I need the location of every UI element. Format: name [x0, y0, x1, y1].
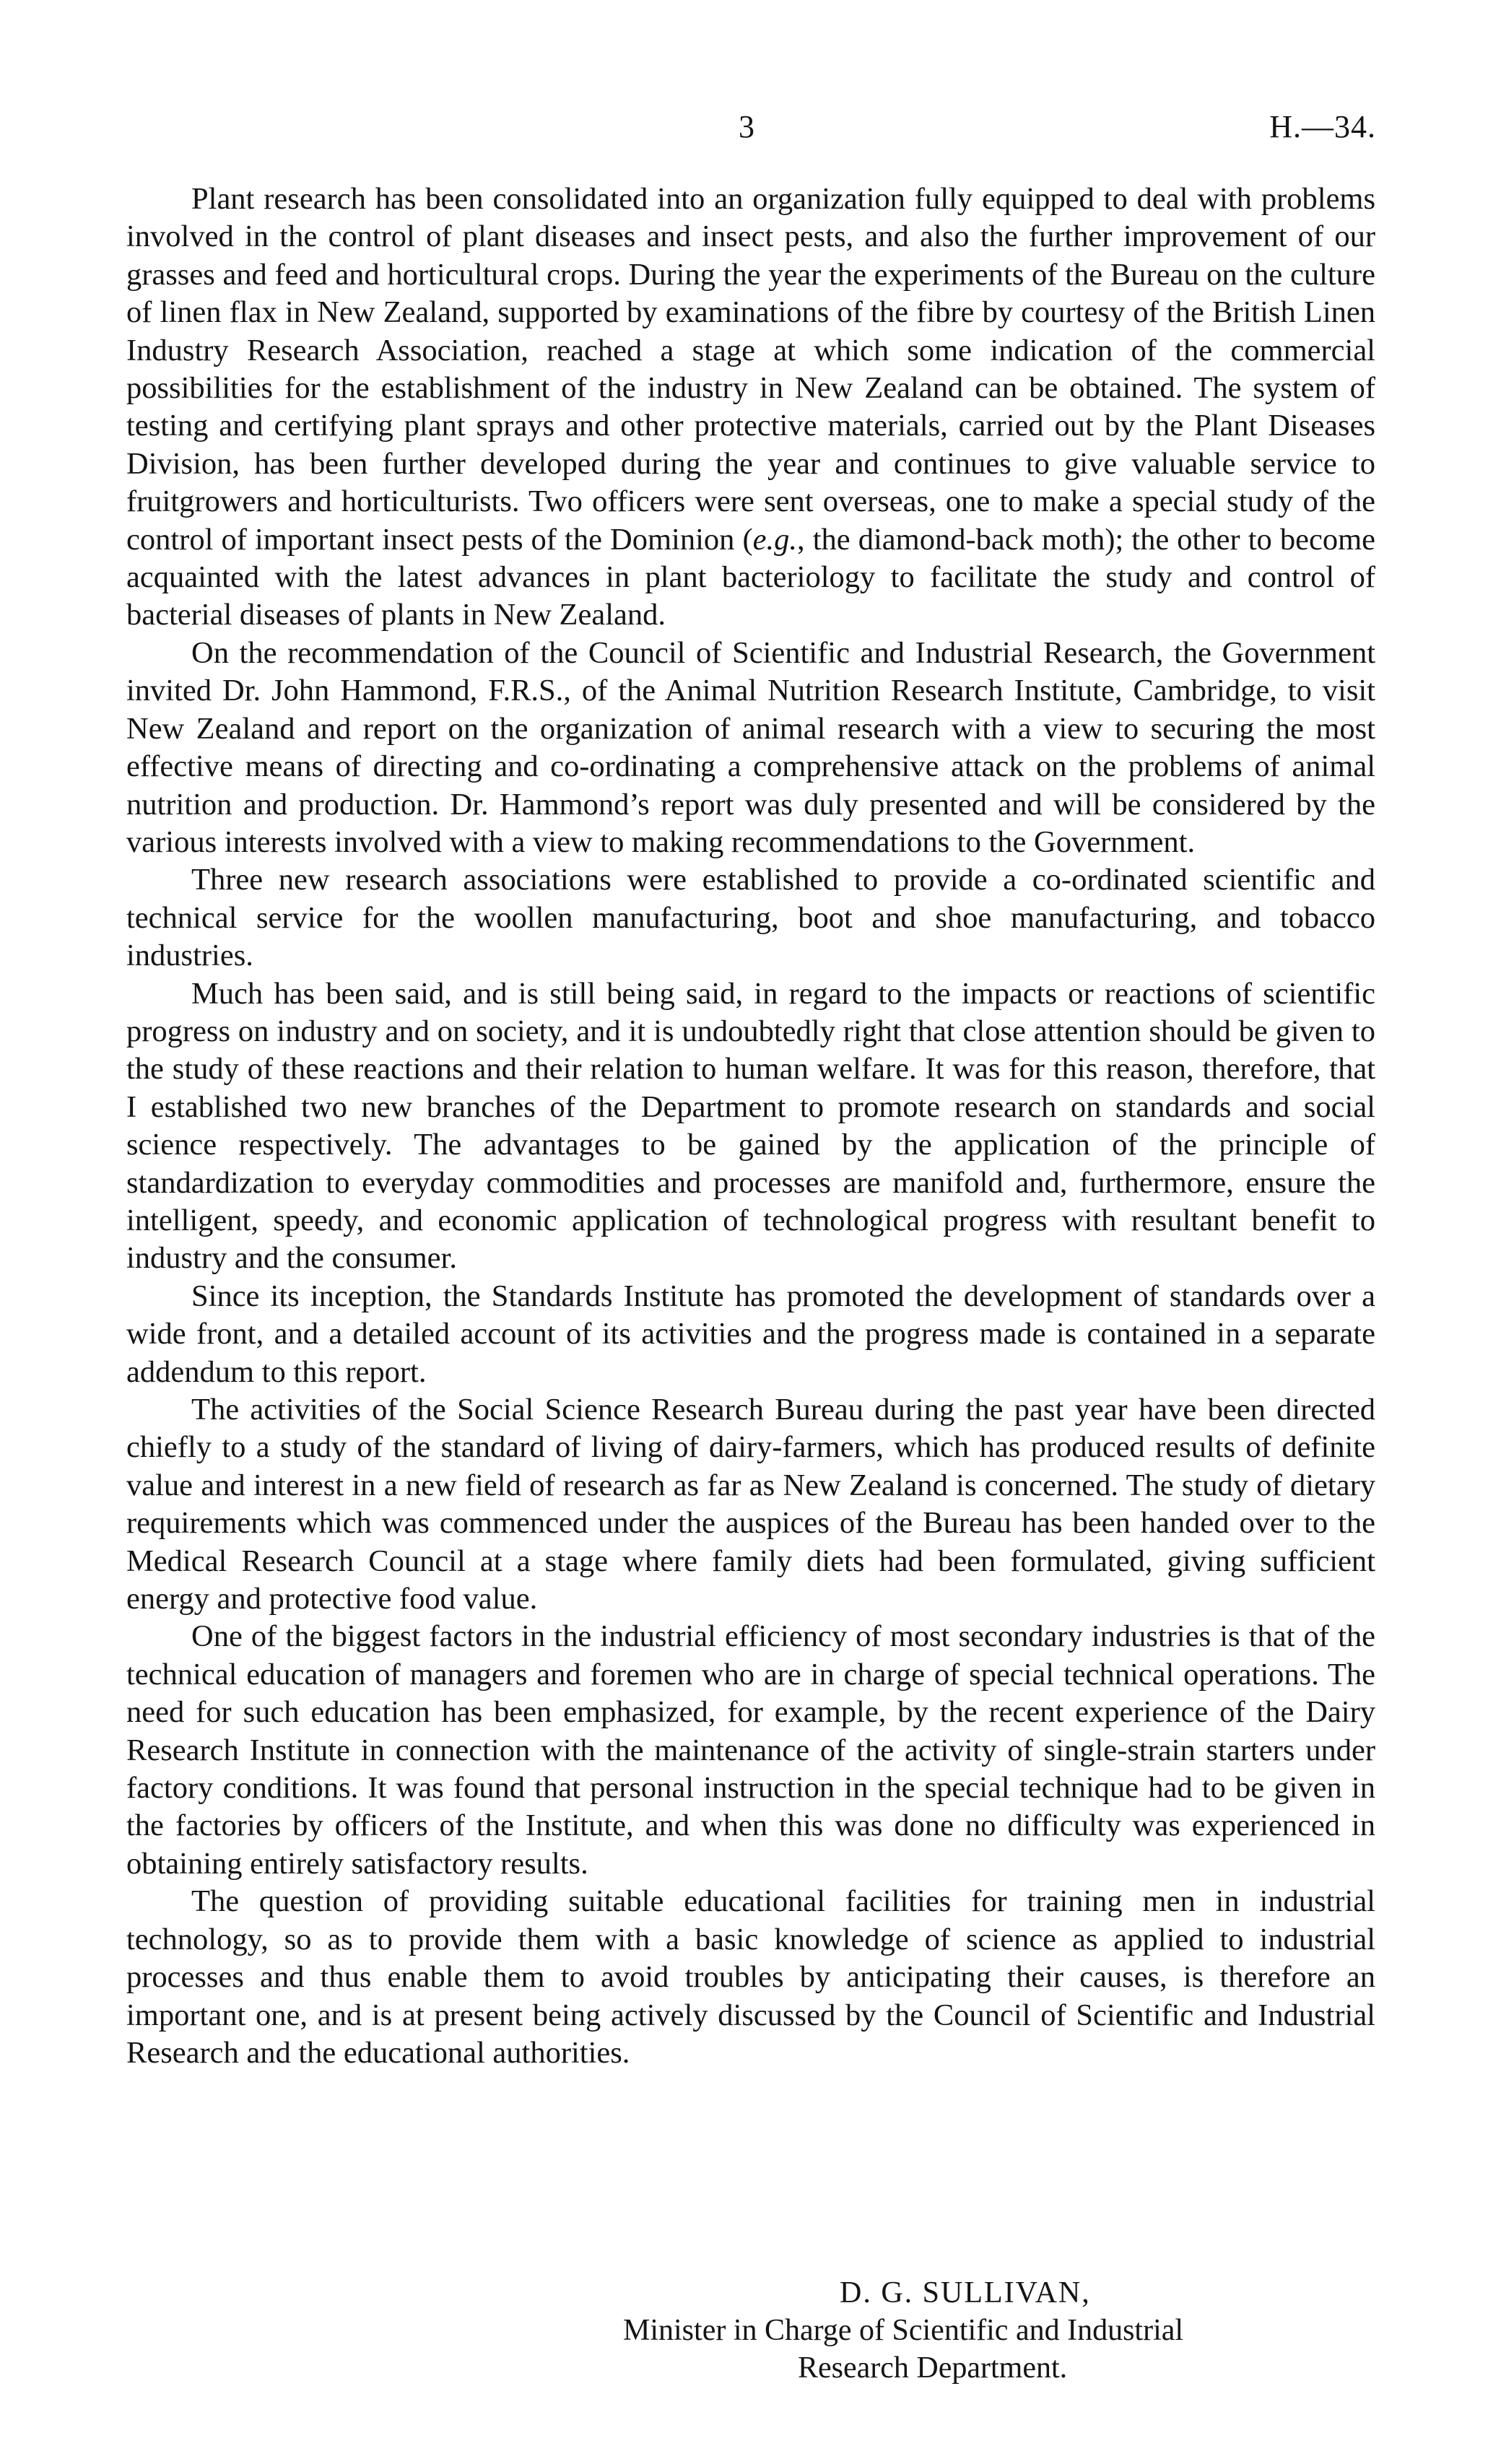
paragraph-animal-research: On the recommendation of the Council of Scientific and Industrial Research, the Government invited Dr. John Hammond, F.R.S., of the Animal Nutrition Research Institute, Cambridge, to visit New Zealand and report on the organization of animal research with a view to securing the most effective means of directing and co-ordinating a comprehensive attack on the problems of animal nutrition and production. Dr. Hammond’s report was duly presented and will be considered by the various interests involved with a view to making recommendations to the Government. [126, 635, 1375, 859]
paragraph-research-associations: Three new research associations were established to provide a co-ordinated scientific and technical service for the woollen manufacturing, boot and shoe manufacturing, and tobacco industries. [126, 863, 1375, 973]
paragraph-educational-facilities: The question of providing suitable educational facilities for training men in industrial technology, so as to provide them with a basic knowledge of science as applied to industrial processes and thus enable them to avoid troubles by anticipating their causes, is therefore an important one, and is at present being actively discussed by the Council of Scientific and Industrial Research and the educational authorities. [126, 1884, 1375, 2070]
paragraph-plant-research: Plant research has been consolidated into an organization fully equipped to deal with problems involved in the control of plant diseases and insect pests, and also the further improvement of our grasses and feed and horticultural crops. During the year the experiments of the Bureau on the culture of linen flax in New Zealand, supported by examinations of the fibre by courtesy of the British Linen Industry Research Association, reached a stage at which some indication of the commercial possibilities for the establishment of the industry in New Zealand can be obtained. The system of testing and certifying plant sprays and other protective materials, carried out by the Plant Diseases Division, has been further developed during the year and continues to give valuable service to fruitgrowers and horticulturists. Two officers were sent overseas, one to make a special study of the control of important insect pests of the Dominion (e.g., the diamond-back moth); the other to become acquainted with the latest advances in plant bacteriology to facilitate the study and control of bacterial diseases of plants in New Zealand. [126, 182, 1375, 632]
signatory-title: Minister in Charge of Scientific and Industrial [623, 2314, 1184, 2347]
paragraph-scientific-progress: Much has been said, and is still being said, in regard to the impacts or reactions of scientific progress on industry and on society, and it is undoubtedly right that close attention should be given to the study of these reactions and their relation to human welfare. It was for this reason, therefore, that I established two new branches of the Department to promote research on standards and social science respectively. The advantages to be gained by the application of the principle of standardization to everyday commodities and processes are manifold and, furthermore, ensure the intelligent, speedy, and economic application of technological progress with resultant benefit to industry and the consumer. [126, 976, 1375, 1276]
paragraph-social-science: The activities of the Social Science Research Bureau during the past year have been directed chiefly to a study of the standard of living of dairy-farmers, which has produced results of definite value and interest in a new field of research as far as New Zealand is concerned. The study of dietary requirements which was commenced under the auspices of the Bureau has been handed over to the Medical Research Council at a stage where family diets had been formulated, giving sufficient energy and protective food value. [126, 1393, 1375, 1616]
page-header [0, 108, 1501, 152]
signatory-name: D. G. SULLIVAN, [840, 2276, 1091, 2310]
document-reference: H.—34. [1269, 109, 1376, 144]
italic-eg: e.g. [752, 522, 798, 557]
paragraph-technical-education: One of the biggest factors in the industrial efficiency of most secondary industries is that of the technical education of managers and foremen who are in charge of special technical operations. The need for such education has been emphasized, for example, by the recent experience of the Dairy Research Institute in connection with the maintenance of the activity of single-strain starters under factory conditions. It was found that personal instruction in the special technique had to be given in the factories by officers of the Institute, and when this was done no difficulty was experienced in obtaining entirely satisfactory results. [126, 1619, 1375, 1881]
page-number: 3 [739, 109, 754, 144]
signatory-department: Research Department. [798, 2351, 1068, 2385]
paragraph-standards-institute: Since its inception, the Standards Institute has promoted the development of standards over a wide front, and a detailed account of its activities and the progress made is contained in a separate addendum to this report. [126, 1279, 1375, 1389]
report-body [126, 180, 1375, 2072]
